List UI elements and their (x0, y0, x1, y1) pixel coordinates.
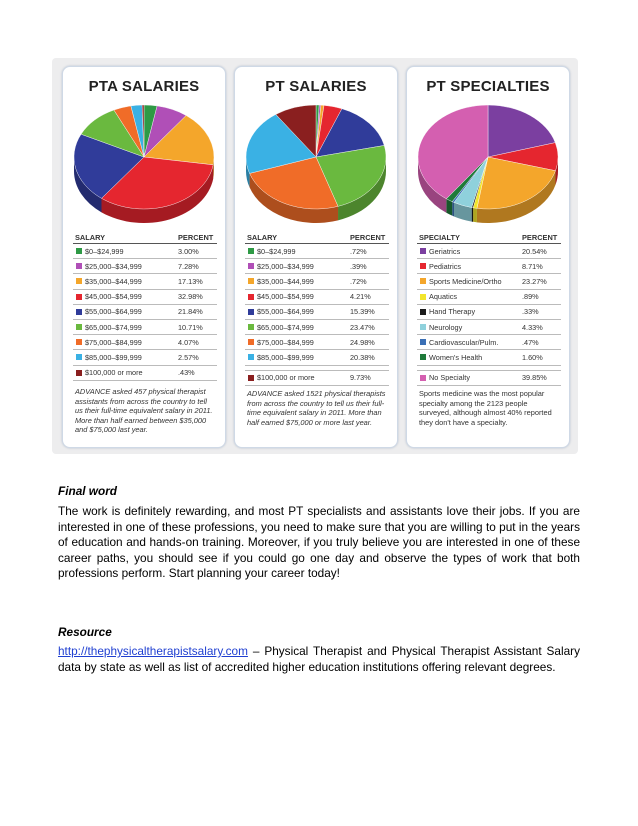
column-header: PERCENT (522, 233, 558, 242)
column-header: SPECIALTY (419, 233, 460, 242)
table-row (245, 335, 389, 350)
table-row (73, 259, 217, 274)
legend-label: Cardiovascular/Pulm. (429, 337, 499, 347)
percent-value: .39% (350, 261, 367, 271)
table-row (73, 290, 217, 305)
legend-label: Geriatrics (429, 246, 461, 256)
legend-swatch (420, 375, 426, 381)
table-row (245, 320, 389, 335)
pt-salaries-table (245, 233, 389, 386)
legend-label: $35,000–$44,999 (85, 276, 142, 286)
table-row (417, 305, 561, 320)
table-row (417, 320, 561, 335)
percent-value: 20.54% (522, 246, 547, 256)
table-header (73, 233, 217, 244)
legend-label: $25,000–$34,999 (257, 261, 314, 271)
table-row (245, 370, 389, 386)
legend-swatch (76, 263, 82, 269)
pie-slice-side (472, 208, 473, 222)
pie-slice-side (452, 202, 454, 217)
legend-swatch (248, 294, 254, 300)
table-row (417, 244, 561, 259)
percent-value: 23.27% (522, 276, 547, 286)
percent-value: 20.38% (350, 352, 375, 362)
table-row (245, 244, 389, 259)
table-row (73, 244, 217, 259)
pt-salaries-pie (240, 99, 392, 229)
percent-value: 21.84% (178, 307, 203, 317)
legend-label: $85,000–$99,999 (85, 352, 142, 362)
table-row (417, 274, 561, 289)
legend-swatch (248, 278, 254, 284)
legend-label: $45,000–$54,999 (257, 292, 314, 302)
pt-specialties-panel (406, 66, 570, 448)
table-row (73, 335, 217, 350)
column-header: SALARY (247, 233, 278, 242)
legend-label: Sports Medicine/Ortho (429, 276, 502, 286)
pt-salaries-panel (234, 66, 398, 448)
legend-label: $25,000–$34,999 (85, 261, 142, 271)
legend-label: $65,000–$74,999 (85, 322, 142, 332)
legend-swatch (248, 324, 254, 330)
percent-value: 4.33% (522, 322, 543, 332)
legend-swatch (76, 309, 82, 315)
percent-value: 23.47% (350, 322, 375, 332)
legend-label: $75,000–$84,999 (85, 337, 142, 347)
salary-infographic (52, 58, 578, 454)
percent-value: 9.73% (350, 373, 371, 383)
table-row (417, 335, 561, 350)
legend-swatch (420, 339, 426, 345)
legend-label: $55,000–$64,999 (257, 307, 314, 317)
percent-value: .72% (350, 246, 367, 256)
legend-label: Neurology (429, 322, 463, 332)
percent-value: .89% (522, 292, 539, 302)
legend-swatch (76, 294, 82, 300)
final-word-heading: Final word (58, 484, 117, 498)
percent-value: .47% (522, 337, 539, 347)
percent-value: 24.98% (350, 337, 375, 347)
pt-specialties-title: PT SPECIALTIES (426, 78, 550, 95)
final-word-text: The work is definitely rewarding, and most PT specialists and assistants love their jobs. If you are interested in one of these professions, you need to make sure that you are willing to put in the years of education and hands-on training. Moreover, if you truly believe you are interested in one of these career paths, you should see if you could go one day and observe the types of work that both professions perform. Start planning your career today! (58, 504, 580, 581)
legend-swatch (420, 263, 426, 269)
percent-value: 4.21% (350, 292, 371, 302)
legend-label: Pediatrics (429, 261, 462, 271)
table-row (417, 350, 561, 365)
resource-heading: Resource (58, 625, 112, 639)
percent-value: 3.00% (178, 246, 199, 256)
legend-swatch (76, 370, 82, 376)
percent-value: 17.13% (178, 276, 203, 286)
legend-label: Aquatics (429, 292, 457, 302)
legend-label: $0–$24,999 (85, 246, 124, 256)
pta-salaries-note: ADVANCE asked 457 physical therapist assistants from across the country to tell us their full-time equivalent salary in 2011. More than half earned between $35,000 and $75,000 last year. (75, 387, 213, 435)
column-header: PERCENT (178, 233, 214, 242)
legend-swatch (248, 375, 254, 381)
table-row (245, 305, 389, 320)
pt-specialties-table (417, 233, 561, 386)
legend-swatch (76, 278, 82, 284)
percent-value: 15.39% (350, 307, 375, 317)
legend-swatch (248, 248, 254, 254)
table-row (245, 290, 389, 305)
legend-swatch (76, 339, 82, 345)
legend-swatch (420, 248, 426, 254)
legend-swatch (420, 324, 426, 330)
table-row (73, 366, 217, 381)
legend-label: $85,000–$99,999 (257, 352, 314, 362)
table-header (245, 233, 389, 244)
legend-label: $35,000–$44,999 (257, 276, 314, 286)
percent-value: 39.85% (522, 373, 547, 383)
legend-label: $65,000–$74,999 (257, 322, 314, 332)
percent-value: 32.98% (178, 292, 203, 302)
percent-value: 1.60% (522, 352, 543, 362)
pta-salaries-title: PTA SALARIES (88, 78, 200, 95)
table-header (417, 233, 561, 244)
table-row (73, 305, 217, 320)
percent-value: .43% (178, 368, 195, 378)
column-header: PERCENT (350, 233, 386, 242)
pie-slice-side (473, 208, 477, 223)
pt-salaries-note: ADVANCE asked 1521 physical therapists from across the country to tell us their full-time equivalent salary in 2011. More than half earned $75,000 or more last year. (247, 389, 386, 427)
table-row (417, 259, 561, 274)
resource-link[interactable]: http://thephysicaltherapistsalary.com (58, 644, 248, 658)
legend-label: $45,000–$54,999 (85, 292, 142, 302)
table-row (245, 259, 389, 274)
legend-swatch (248, 309, 254, 315)
table-row (73, 320, 217, 335)
legend-label: $0–$24,999 (257, 246, 296, 256)
table-row (417, 290, 561, 305)
legend-swatch (420, 294, 426, 300)
pt-salaries-title: PT SALARIES (265, 78, 367, 95)
legend-swatch (420, 354, 426, 360)
legend-label: Women's Health (429, 352, 483, 362)
legend-label: $100,000 or more (85, 368, 143, 378)
legend-label: $100,000 or more (257, 373, 315, 383)
legend-swatch (76, 248, 82, 254)
table-row (245, 350, 389, 365)
column-header: SALARY (75, 233, 106, 242)
legend-label: $55,000–$64,999 (85, 307, 142, 317)
resource-paragraph (58, 644, 580, 675)
legend-label: No Specialty (429, 373, 470, 383)
pt-specialties-note: Sports medicine was the most popular specialty among the 2123 people surveyed, although almost 40% reported they don't have a specialty. (419, 389, 552, 427)
table-row (73, 350, 217, 365)
legend-swatch (420, 278, 426, 284)
percent-value: .72% (350, 276, 367, 286)
percent-value: 8.71% (522, 261, 543, 271)
legend-swatch (420, 309, 426, 315)
resource-text: – Physical Therapist and Physical Therapist Assistant Salary data by state as well as list of accredited higher education institutions offering relevant degrees. (58, 644, 580, 674)
table-row (417, 370, 561, 386)
pta-salaries-panel (62, 66, 226, 448)
pta-salaries-pie (68, 99, 220, 229)
legend-swatch (76, 354, 82, 360)
pt-specialties-pie (412, 99, 564, 229)
legend-swatch (248, 263, 254, 269)
percent-value: 10.71% (178, 322, 203, 332)
legend-swatch (248, 339, 254, 345)
percent-value: 7.28% (178, 261, 199, 271)
pta-salaries-table (73, 233, 217, 381)
table-row (245, 274, 389, 289)
legend-label: $75,000–$84,999 (257, 337, 314, 347)
percent-value: 4.07% (178, 337, 199, 347)
percent-value: .33% (522, 307, 539, 317)
legend-swatch (76, 324, 82, 330)
table-row (73, 274, 217, 289)
legend-label: Hand Therapy (429, 307, 476, 317)
legend-swatch (248, 354, 254, 360)
percent-value: 2.57% (178, 352, 199, 362)
